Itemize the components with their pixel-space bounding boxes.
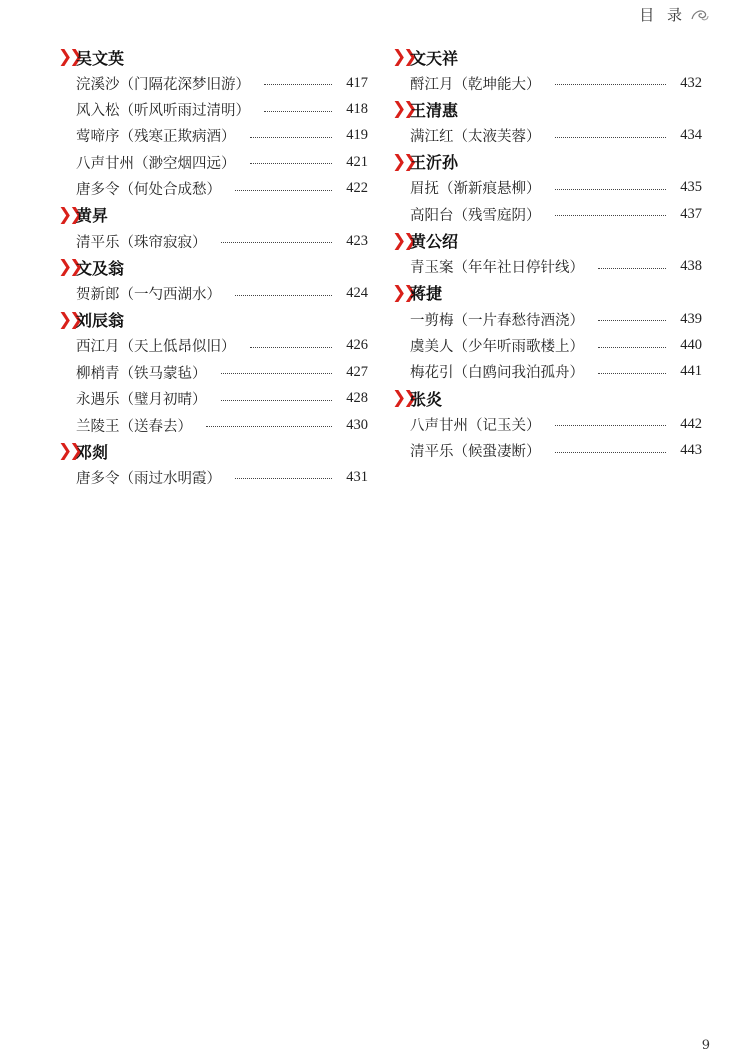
dot-leader <box>555 451 667 453</box>
author-heading <box>58 254 368 280</box>
dot-leader <box>235 189 332 191</box>
dot-leader <box>598 372 666 374</box>
entry-title: 满江红（太液芙蓉） <box>410 129 541 146</box>
double-chevron-icon: ❯❯ <box>58 47 81 67</box>
toc-entry[interactable] <box>58 70 368 96</box>
dot-leader <box>555 188 667 190</box>
entry-page-number: 418 <box>346 101 368 118</box>
entry-title: 贺新郎（一勺西湖水） <box>76 287 221 304</box>
entry-title: 浣溪沙（门隔花深梦旧游） <box>76 76 250 93</box>
entry-page-number: 443 <box>680 442 702 459</box>
dot-leader <box>264 83 332 85</box>
entry-title: 清平乐（候蛩凄断） <box>410 444 541 461</box>
double-chevron-icon: ❯❯ <box>392 99 415 120</box>
page-header <box>639 4 710 25</box>
entry-title: 柳梢青（铁马蒙毡） <box>76 365 207 382</box>
entry-title: 青玉案（年年社日停针线） <box>410 260 584 277</box>
author-name: 黄昇 <box>76 206 109 226</box>
entry-title: 莺啼序（残寒正欺病酒） <box>76 129 236 146</box>
toc-entry[interactable] <box>392 201 702 227</box>
author-name: 王清惠 <box>410 100 459 120</box>
dot-leader <box>221 241 333 243</box>
entry-page-number: 442 <box>680 415 702 432</box>
toc-entry[interactable] <box>392 332 702 358</box>
double-chevron-icon: ❯❯ <box>392 151 415 172</box>
toc-entry[interactable] <box>58 149 368 175</box>
entry-title: 眉抚（渐新痕悬柳） <box>410 181 541 198</box>
double-chevron-icon: ❯❯ <box>392 230 415 251</box>
entry-title: 虞美人（少年听雨歌楼上） <box>410 339 584 356</box>
toc-entry[interactable] <box>58 280 368 306</box>
author-name: 邓剡 <box>76 442 109 462</box>
dot-leader <box>598 267 666 269</box>
entry-page-number: 428 <box>346 390 368 407</box>
toc-entry[interactable] <box>58 412 368 438</box>
entry-page-number: 422 <box>346 180 368 197</box>
author-name: 文天祥 <box>410 48 459 68</box>
author-heading <box>58 307 368 333</box>
header-title: 目 录 <box>639 6 686 24</box>
dot-leader <box>555 214 667 216</box>
entry-title: 八声甘州（渺空烟四远） <box>76 155 236 172</box>
entry-page-number: 430 <box>346 416 368 433</box>
entry-page-number: 438 <box>680 258 702 275</box>
page-number: 9 <box>701 1038 710 1053</box>
entry-title: 唐多令（雨过水明霞） <box>76 470 221 487</box>
double-chevron-icon: ❯❯ <box>58 441 81 462</box>
toc-entry[interactable] <box>58 176 368 202</box>
toc-entry[interactable] <box>58 228 368 254</box>
toc-entry[interactable] <box>392 306 702 332</box>
swirl-ornament-icon <box>690 7 710 23</box>
entry-page-number: 440 <box>680 337 702 354</box>
dot-leader <box>206 425 332 427</box>
entry-title: 风入松（听风听雨过清明） <box>76 103 250 120</box>
entry-page-number: 427 <box>346 363 368 380</box>
author-name: 黄公绍 <box>410 232 459 252</box>
toc-right-column <box>392 44 702 464</box>
toc-entry[interactable] <box>58 359 368 385</box>
toc-entry[interactable] <box>58 386 368 412</box>
author-name: 刘辰翁 <box>76 311 125 331</box>
author-name: 文及翁 <box>76 258 125 278</box>
entry-page-number: 441 <box>680 363 702 380</box>
double-chevron-icon: ❯❯ <box>58 204 81 225</box>
toc-entry[interactable] <box>392 70 702 96</box>
entry-title: 兰陵王（送春去） <box>76 418 192 435</box>
dot-leader <box>555 424 667 426</box>
dot-leader <box>250 136 333 138</box>
double-chevron-icon: ❯❯ <box>392 282 415 303</box>
entry-page-number: 424 <box>346 285 368 302</box>
entry-title: 八声甘州（记玉关） <box>410 417 541 434</box>
author-heading <box>58 44 368 70</box>
toc-left-column <box>58 44 368 491</box>
author-name: 王沂孙 <box>410 153 459 173</box>
dot-leader <box>598 319 666 321</box>
toc-entry[interactable] <box>392 254 702 280</box>
dot-leader <box>250 346 333 348</box>
author-heading <box>392 280 702 306</box>
dot-leader <box>221 372 333 374</box>
entry-page-number: 431 <box>346 468 368 485</box>
toc-entry[interactable] <box>58 123 368 149</box>
entry-title: 清平乐（珠帘寂寂） <box>76 234 207 251</box>
toc-entry[interactable] <box>58 96 368 122</box>
entry-page-number: 421 <box>346 153 368 170</box>
entry-page-number: 432 <box>680 74 702 91</box>
toc-entry[interactable] <box>58 333 368 359</box>
entry-page-number: 419 <box>346 127 368 144</box>
toc-entry[interactable] <box>58 464 368 490</box>
dot-leader <box>264 110 332 112</box>
entry-page-number: 417 <box>346 74 368 91</box>
author-name: 吴文英 <box>76 48 125 68</box>
author-heading <box>392 149 702 175</box>
author-name: 张炎 <box>410 389 443 409</box>
entry-title: 梅花引（白鸥问我泊孤舟） <box>410 365 584 382</box>
dot-leader <box>555 83 667 85</box>
entry-title: 酹江月（乾坤能大） <box>410 76 541 93</box>
dot-leader <box>235 477 332 479</box>
entry-page-number: 439 <box>680 310 702 327</box>
dot-leader <box>250 162 333 164</box>
entry-title: 永遇乐（璧月初晴） <box>76 392 207 409</box>
double-chevron-icon: ❯❯ <box>392 47 415 67</box>
double-chevron-icon: ❯❯ <box>58 257 81 278</box>
toc-entry[interactable] <box>392 175 702 201</box>
author-heading <box>58 438 368 464</box>
entry-page-number: 426 <box>346 337 368 354</box>
entry-title: 一剪梅（一片春愁待酒浇） <box>410 312 584 329</box>
author-heading <box>392 385 702 411</box>
dot-leader <box>235 294 332 296</box>
entry-title: 高阳台（残雪庭阴） <box>410 207 541 224</box>
author-heading <box>392 228 702 254</box>
entry-page-number: 434 <box>680 127 702 144</box>
entry-page-number: 437 <box>680 205 702 222</box>
dot-leader <box>555 136 667 138</box>
entry-title: 西江月（天上低昂似旧） <box>76 339 236 356</box>
author-heading <box>58 202 368 228</box>
dot-leader <box>598 346 666 348</box>
toc-entry[interactable] <box>392 359 702 385</box>
double-chevron-icon: ❯❯ <box>58 309 81 330</box>
double-chevron-icon: ❯❯ <box>392 388 415 409</box>
entry-page-number: 435 <box>680 179 702 196</box>
toc-entry[interactable] <box>392 122 702 148</box>
author-heading <box>392 44 702 70</box>
author-heading <box>392 96 702 122</box>
toc-entry[interactable] <box>392 438 702 464</box>
dot-leader <box>221 399 333 401</box>
toc-entry[interactable] <box>392 411 702 437</box>
entry-title: 唐多令（何处合成愁） <box>76 182 221 199</box>
author-name: 蒋捷 <box>410 284 443 304</box>
entry-page-number: 423 <box>346 232 368 249</box>
